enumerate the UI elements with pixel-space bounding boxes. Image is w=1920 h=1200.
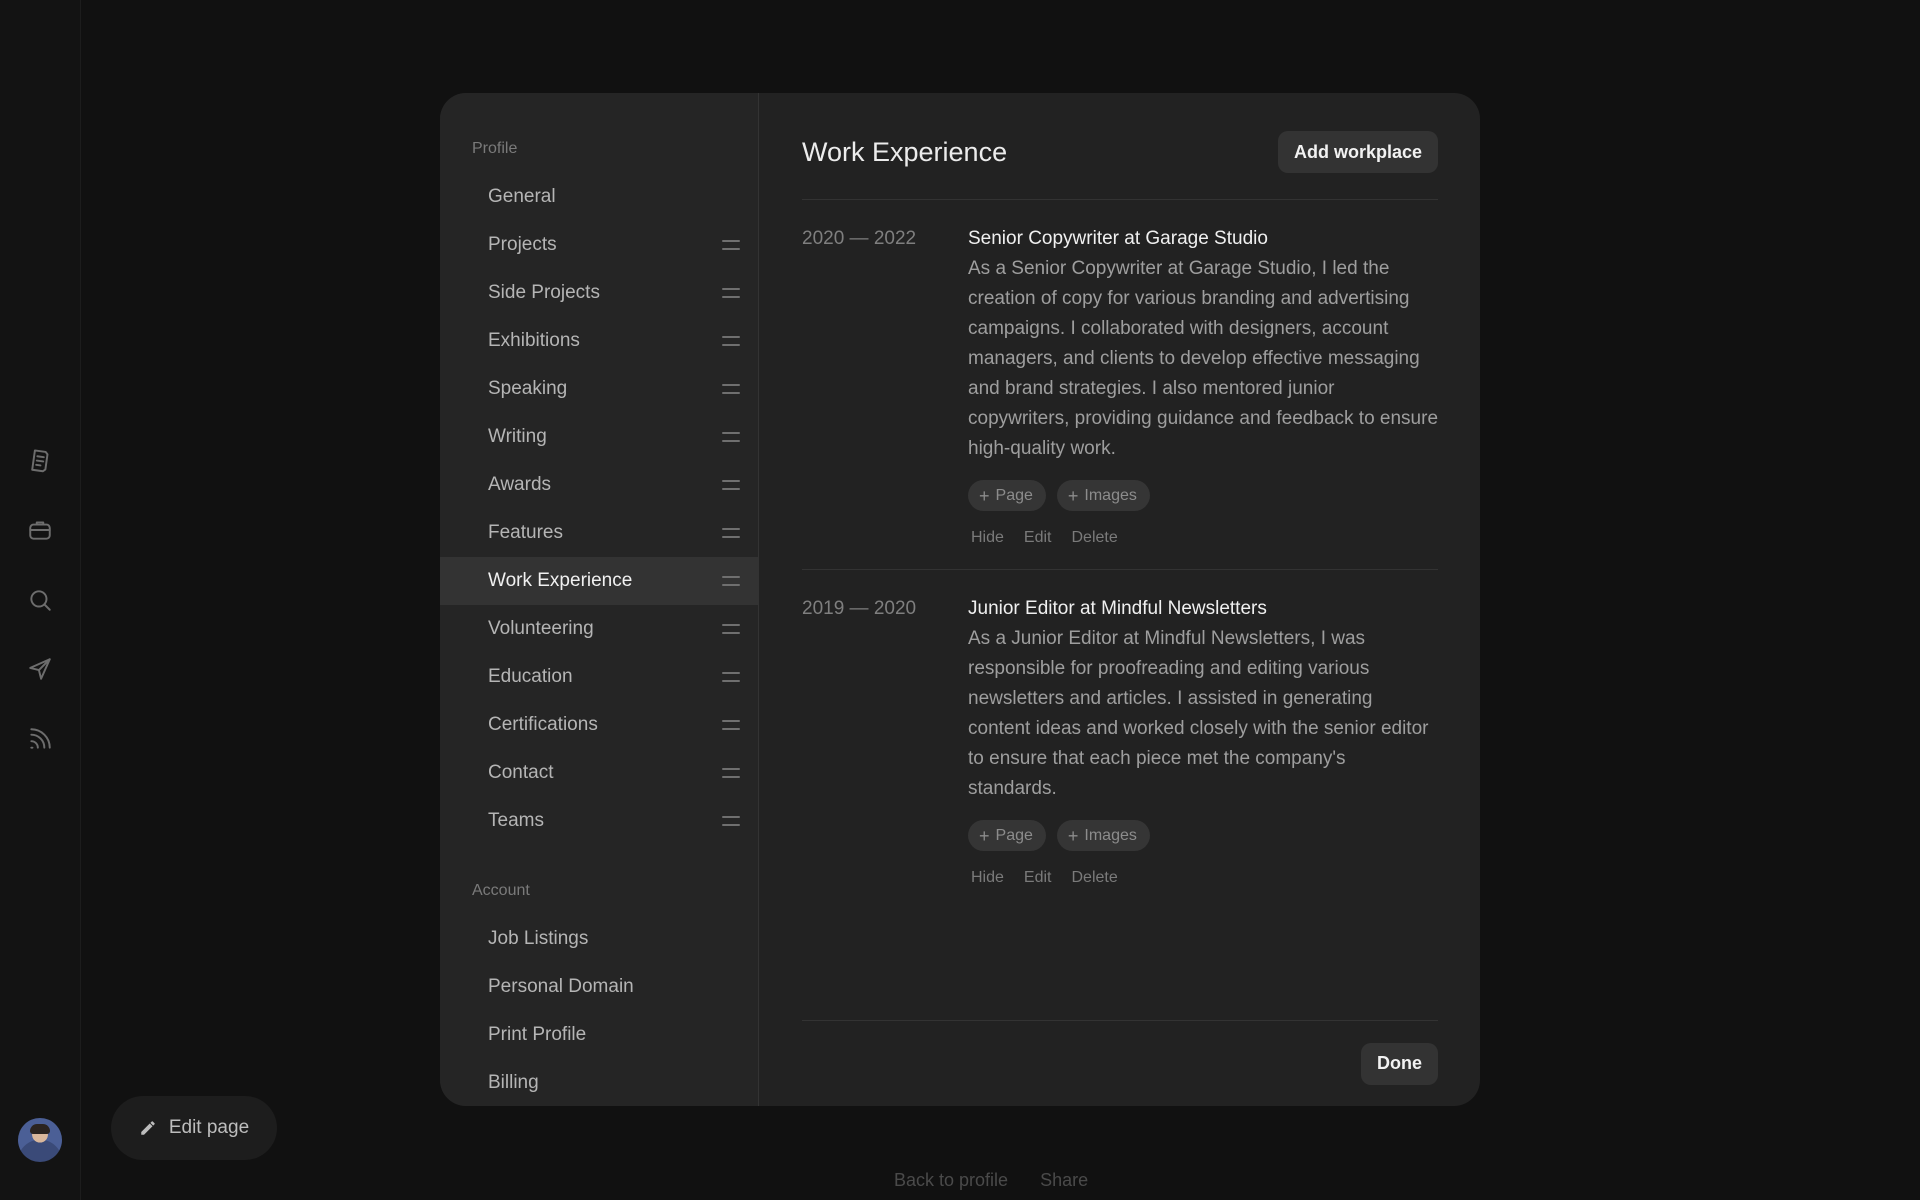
sidebar-item-label: Teams <box>488 810 544 831</box>
settings-sidebar <box>440 93 759 1106</box>
add-images-chip[interactable] <box>1057 820 1150 851</box>
chip-label: Page <box>995 486 1033 504</box>
entry-actions <box>968 529 1438 547</box>
done-button[interactable]: Done <box>1361 1043 1438 1085</box>
sidebar-item-label: Contact <box>488 762 554 783</box>
hide-action[interactable]: Hide <box>971 869 1004 886</box>
entry-chips <box>968 820 1438 851</box>
pencil-icon <box>139 1119 157 1137</box>
plus-icon: + <box>979 485 990 506</box>
sidebar-item-label: Personal Domain <box>488 976 634 997</box>
page-title: Work Experience <box>802 136 1008 167</box>
sidebar-item-awards[interactable] <box>440 461 758 509</box>
add-page-chip[interactable] <box>968 480 1046 511</box>
sidebar-item-label: Job Listings <box>488 928 589 949</box>
sidebar-item-general[interactable] <box>440 173 758 221</box>
edit-page-button[interactable] <box>111 1096 277 1160</box>
entry-dates: 2020 — 2022 <box>802 228 917 249</box>
main-panel <box>759 93 1480 1106</box>
notes-icon[interactable] <box>25 446 55 476</box>
sidebar-item-label: Work Experience <box>488 570 633 591</box>
plus-icon: + <box>1067 825 1079 846</box>
work-entry <box>802 200 1438 570</box>
sidebar-item-features[interactable] <box>440 509 758 557</box>
entry-chips <box>968 480 1438 511</box>
add-workplace-button[interactable]: Add workplace <box>1278 131 1438 173</box>
account-section-label: Account <box>472 882 530 899</box>
chip-label: Page <box>995 826 1033 844</box>
plus-icon: + <box>979 825 990 846</box>
drag-handle-icon[interactable] <box>722 768 740 778</box>
edit-action[interactable]: Edit <box>1023 529 1052 546</box>
delete-action[interactable]: Delete <box>1071 529 1118 546</box>
footer-links <box>894 1170 1088 1191</box>
sidebar-item-personal-domain[interactable] <box>440 963 758 1011</box>
add-page-chip[interactable] <box>968 820 1046 851</box>
briefcase-icon[interactable] <box>25 515 55 545</box>
drag-handle-icon[interactable] <box>722 384 740 394</box>
sidebar-item-label: Speaking <box>488 378 568 399</box>
back-to-profile-link[interactable]: Back to profile <box>894 1170 1009 1190</box>
profile-nav <box>440 173 758 845</box>
sidebar-item-writing[interactable] <box>440 413 758 461</box>
sidebar-item-label: Certifications <box>488 714 598 735</box>
avatar[interactable] <box>18 1118 62 1162</box>
entries-list <box>802 200 1438 909</box>
drag-handle-icon[interactable] <box>722 240 740 250</box>
drag-handle-icon[interactable] <box>722 720 740 730</box>
sidebar-item-label: Side Projects <box>488 282 600 303</box>
sidebar-item-label: Writing <box>488 426 547 447</box>
entry-actions <box>968 869 1438 887</box>
work-entry <box>802 570 1438 909</box>
search-icon[interactable] <box>25 585 55 615</box>
left-rail <box>0 0 81 1200</box>
main-header <box>802 93 1438 200</box>
drag-handle-icon[interactable] <box>722 528 740 538</box>
chip-label: Images <box>1084 486 1137 504</box>
profile-section-label: Profile <box>472 140 518 157</box>
edit-action[interactable]: Edit <box>1023 869 1052 886</box>
drag-handle-icon[interactable] <box>722 288 740 298</box>
entry-description: As a Junior Editor at Mindful Newsletters, I was responsible for proofreading and editing various newsletters and articles. I assisted in generating content ideas and worked closely with the senior editor to ensure that each piece met the company's standards. <box>968 628 1429 799</box>
rss-icon[interactable] <box>25 724 55 754</box>
drag-handle-icon[interactable] <box>722 816 740 826</box>
sidebar-item-teams[interactable] <box>440 797 758 845</box>
entry-title: Junior Editor at Mindful Newsletters <box>968 598 1267 619</box>
sidebar-item-work-experience[interactable] <box>440 557 758 605</box>
sidebar-item-label: Education <box>488 666 573 687</box>
plus-icon: + <box>1067 485 1079 506</box>
sidebar-item-projects[interactable] <box>440 221 758 269</box>
edit-page-label: Edit page <box>168 1117 250 1138</box>
drag-handle-icon[interactable] <box>722 432 740 442</box>
sidebar-item-job-listings[interactable] <box>440 915 758 963</box>
main-footer <box>802 1020 1438 1106</box>
send-icon[interactable] <box>25 654 55 684</box>
add-images-chip[interactable] <box>1057 480 1150 511</box>
hide-action[interactable]: Hide <box>971 529 1004 546</box>
sidebar-item-volunteering[interactable] <box>440 605 758 653</box>
sidebar-item-label: Billing <box>488 1072 539 1093</box>
sidebar-item-label: Volunteering <box>488 618 594 639</box>
sidebar-item-label: Projects <box>488 234 557 255</box>
sidebar-item-side-projects[interactable] <box>440 269 758 317</box>
entry-title: Senior Copywriter at Garage Studio <box>968 228 1268 249</box>
entry-description: As a Senior Copywriter at Garage Studio, I led the creation of copy for various branding and advertising campaigns. I collaborated with designers, account managers, and clients to develop effective messaging and brand strategies. I also mentored junior copywriters, providing guidance and feedback to ensure high-quality work. <box>968 258 1439 459</box>
sidebar-item-exhibitions[interactable] <box>440 317 758 365</box>
account-nav <box>440 915 758 1106</box>
drag-handle-icon[interactable] <box>722 576 740 586</box>
entry-body <box>968 224 1438 547</box>
drag-handle-icon[interactable] <box>722 672 740 682</box>
drag-handle-icon[interactable] <box>722 480 740 490</box>
sidebar-item-label: Features <box>488 522 563 543</box>
sidebar-item-label: Exhibitions <box>488 330 580 351</box>
chip-label: Images <box>1084 826 1137 844</box>
settings-modal <box>440 93 1480 1106</box>
sidebar-item-certifications[interactable] <box>440 701 758 749</box>
drag-handle-icon[interactable] <box>722 336 740 346</box>
sidebar-item-contact[interactable] <box>440 749 758 797</box>
entry-body <box>968 594 1438 887</box>
sidebar-item-label: Awards <box>488 474 552 495</box>
share-link[interactable]: Share <box>1040 1170 1089 1190</box>
sidebar-item-label: Print Profile <box>488 1024 587 1045</box>
delete-action[interactable]: Delete <box>1071 869 1118 886</box>
drag-handle-icon[interactable] <box>722 624 740 634</box>
sidebar-item-speaking[interactable] <box>440 365 758 413</box>
sidebar-item-print-profile[interactable] <box>440 1011 758 1059</box>
sidebar-item-label: General <box>488 186 556 207</box>
sidebar-item-billing[interactable] <box>440 1059 758 1106</box>
entry-dates: 2019 — 2020 <box>802 598 917 619</box>
sidebar-item-education[interactable] <box>440 653 758 701</box>
